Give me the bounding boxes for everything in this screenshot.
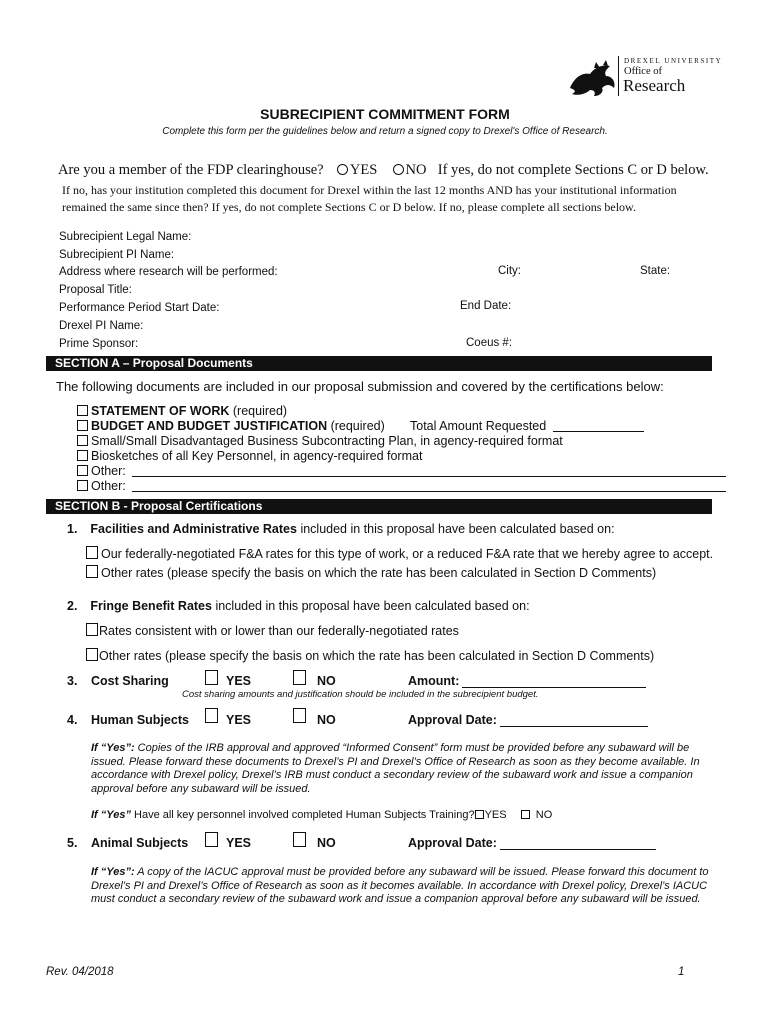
- item5-label: Animal Subjects: [91, 836, 189, 850]
- other2-checkbox[interactable]: [77, 480, 88, 491]
- pi-name-label: Subrecipient PI Name:: [59, 249, 175, 261]
- item3-num: 3.: [67, 674, 78, 688]
- total-amount-line[interactable]: [553, 431, 644, 432]
- item2-bold: Fringe Benefit Rates: [90, 599, 212, 613]
- other2-line[interactable]: [132, 491, 726, 492]
- training-yes-label: YES: [484, 809, 507, 821]
- item5-no-checkbox[interactable]: [293, 832, 306, 847]
- budget-row: [77, 419, 385, 433]
- total-amount-label: Total Amount Requested: [410, 419, 547, 433]
- training-no-label: NO: [535, 809, 553, 821]
- item1-num: 1.: [67, 522, 78, 536]
- fdp-no-label: NO: [405, 162, 427, 178]
- item3-amount-line[interactable]: [462, 687, 646, 688]
- biosketches-checkbox[interactable]: [77, 450, 88, 461]
- item1-opt1-row: [86, 546, 713, 561]
- item3-note: Cost sharing amounts and justification should be included in the subrecipient budget.: [182, 689, 539, 700]
- small-business-row: [77, 434, 563, 448]
- item3-yes-checkbox[interactable]: [205, 670, 218, 685]
- sow-row: [77, 404, 287, 418]
- prime-sponsor-label: Prime Sponsor:: [59, 338, 139, 350]
- item1-opt2-row: [86, 565, 656, 580]
- item3-no-checkbox[interactable]: [293, 670, 306, 685]
- logo-research: Research: [623, 76, 686, 95]
- item2-rest: included in this proposal have been calculated based on:: [211, 599, 530, 613]
- item2-opt2-label: Other rates (please specify the basis on which the rate has been calculated in Section D Comments): [99, 649, 655, 663]
- other1-label: Other:: [91, 464, 126, 478]
- city-label: City:: [498, 265, 521, 277]
- item1-rest: included in this proposal have been calculated based on:: [296, 522, 615, 536]
- item1-opt2-checkbox[interactable]: [86, 565, 98, 578]
- sow-rest: (required): [229, 404, 288, 418]
- end-date-label: End Date:: [460, 300, 512, 312]
- item5-paragraph: [91, 866, 723, 907]
- fdp-line3: remained the same since then? If yes, do not complete Sections C or D below. If no, please complete all sections below.: [62, 200, 636, 214]
- fdp-yes-radio[interactable]: [337, 164, 348, 175]
- item4-paragraph: [91, 742, 723, 796]
- item3-yes-label: YES: [226, 674, 252, 688]
- item2-opt2-checkbox[interactable]: [86, 648, 98, 661]
- drexel-pi-label: Drexel PI Name:: [59, 320, 144, 332]
- address-label: Address where research will be performed:: [59, 266, 278, 278]
- item1-bold: Facilities and Administrative Rates: [90, 522, 297, 536]
- other1-checkbox[interactable]: [77, 465, 88, 476]
- budget-rest: (required): [327, 419, 385, 433]
- sow-bold: STATEMENT OF WORK: [91, 404, 230, 418]
- footer-revision: Rev. 04/2018: [46, 966, 114, 978]
- item2-opt2-row: [86, 648, 654, 663]
- legal-name-label: Subrecipient Legal Name:: [59, 231, 192, 243]
- proposal-title-label: Proposal Title:: [59, 284, 132, 296]
- item5-date-label: Approval Date:: [408, 836, 497, 850]
- item5-yes-label: YES: [226, 836, 252, 850]
- fdp-yes-label: YES: [349, 162, 378, 178]
- item2-opt1-row: [86, 623, 459, 638]
- page-subtitle: Complete this form per the guidelines below and return a signed copy to Drexel's Office of Research.: [162, 126, 608, 137]
- item4-date-label: Approval Date:: [408, 713, 497, 727]
- item4-training-row: [91, 809, 552, 821]
- item4-date-line[interactable]: [500, 726, 648, 727]
- item1-opt1-checkbox[interactable]: [86, 546, 98, 559]
- fdp-note: If yes, do not complete Sections C or D below.: [437, 162, 709, 178]
- item5-date-line[interactable]: [500, 849, 656, 850]
- other1-row: [77, 464, 126, 478]
- item5-no-label: NO: [317, 836, 336, 850]
- coeus-label: Coeus #:: [466, 337, 513, 349]
- item2-opt1-label: Rates consistent with or lower than our federally-negotiated rates: [99, 624, 459, 638]
- item4-yes-checkbox[interactable]: [205, 708, 218, 723]
- section-b-header: SECTION B - Proposal Certifications: [46, 499, 712, 514]
- item3-no-label: NO: [317, 674, 336, 688]
- item2-row: [67, 599, 530, 613]
- other2-row: [77, 479, 126, 493]
- training-no-checkbox[interactable]: [521, 810, 530, 819]
- fdp-line2: If no, has your institution completed this document for Drexel within the last 12 months AND has your institutional information: [62, 183, 677, 197]
- training-yes-checkbox[interactable]: [475, 810, 484, 819]
- section-a-header: SECTION A – Proposal Documents: [46, 356, 712, 371]
- item4-no-checkbox[interactable]: [293, 708, 306, 723]
- item5-para-lead: If “Yes”:: [91, 866, 135, 878]
- item5-num: 5.: [67, 836, 78, 850]
- item4-para-text: Copies of the IRB approval and approved “Informed Consent” form must be provided before any subaward will be issued. Please forward these documents to Drexel’s PI and Drexel’s Office of Research as soon as they become available. In accordance with Drexel policy, Drexel’s IRB must conduct a secondary review of the subaward work and issue a companion approval before any subaward will be issued.: [91, 742, 700, 795]
- page-title: SUBRECIPIENT COMMITMENT FORM: [260, 106, 510, 122]
- state-label: State:: [640, 265, 671, 277]
- item1-row: [67, 522, 615, 536]
- biosketches-row: [77, 449, 422, 463]
- item4-yes-label: YES: [226, 713, 252, 727]
- dragon-icon: [566, 58, 618, 100]
- item2-num: 2.: [67, 599, 78, 613]
- other2-label: Other:: [91, 479, 126, 493]
- item3-amount-label: Amount:: [408, 674, 460, 688]
- small-business-label: Small/Small Disadvantaged Business Subcontracting Plan, in agency-required format: [91, 434, 563, 448]
- item5-yes-checkbox[interactable]: [205, 832, 218, 847]
- fdp-no-radio[interactable]: [393, 164, 404, 175]
- logo-office: Office of: [624, 66, 662, 77]
- item4-training-lead: If “Yes”: [91, 809, 131, 821]
- section-a-intro: The following documents are included in our proposal submission and covered by the certifications below:: [56, 379, 664, 394]
- other1-line[interactable]: [132, 476, 726, 477]
- item3-label: Cost Sharing: [91, 674, 169, 688]
- budget-bold: BUDGET AND BUDGET JUSTIFICATION: [91, 419, 328, 433]
- item4-label: Human Subjects: [91, 713, 189, 727]
- small-business-checkbox[interactable]: [77, 435, 88, 446]
- footer-page-number: 1: [678, 966, 685, 978]
- fdp-question-row: [58, 162, 709, 179]
- fdp-question: Are you a member of the FDP clearinghouse?: [58, 162, 324, 178]
- biosketches-label: Biosketches of all Key Personnel, in agency-required format: [91, 449, 423, 463]
- item5-para-text: A copy of the IACUC approval must be provided before any subaward will be issued. Please forward this document to Drexel’s PI and Drexel’s Office of Research as soon as it becomes available. In accordance with Drexel policy, Drexel’s IACUC must conduct a secondary review of the subaward work and issue a companion approval before any subaward will be issued.: [91, 866, 709, 905]
- budget-checkbox[interactable]: [77, 420, 88, 431]
- item4-no-label: NO: [317, 713, 336, 727]
- item4-para-lead: If “Yes”:: [91, 742, 135, 754]
- sow-checkbox[interactable]: [77, 405, 88, 416]
- start-date-label: Performance Period Start Date:: [59, 302, 220, 314]
- item2-opt1-checkbox[interactable]: [86, 623, 98, 636]
- item1-opt2-label: Other rates (please specify the basis on which the rate has been calculated in Section D Comments): [101, 566, 657, 580]
- logo-university: DREXEL UNIVERSITY: [624, 57, 723, 65]
- item4-num: 4.: [67, 713, 78, 727]
- item1-opt1-label: Our federally-negotiated F&A rates for this type of work, or a reduced F&A rate that we hereby agree to accept.: [101, 547, 714, 561]
- item4-training-text: Have all key personnel involved completed Human Subjects Training?: [130, 809, 475, 821]
